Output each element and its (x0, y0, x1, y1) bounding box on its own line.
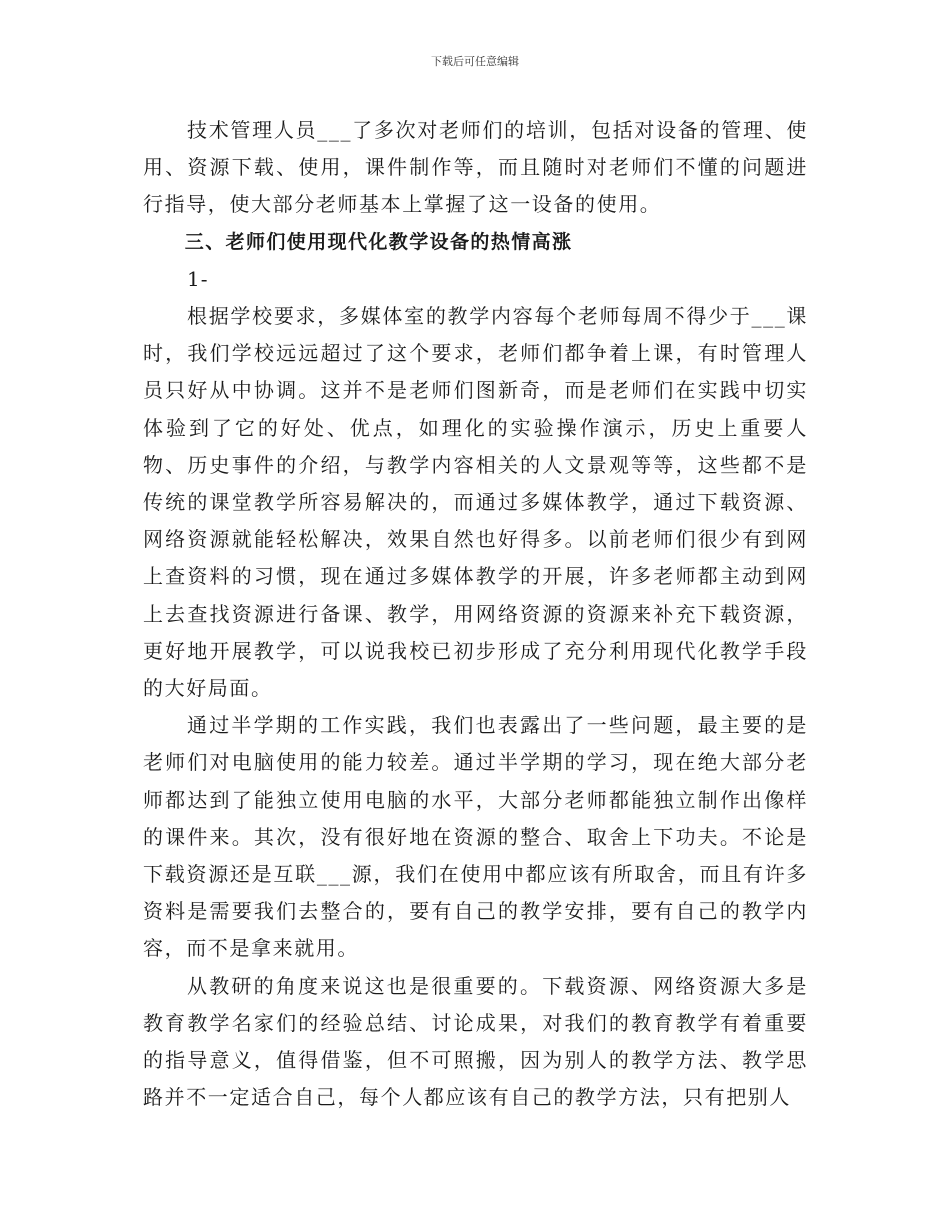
paragraph-problems: 通过半学期的工作实践，我们也表露出了一些问题，最主要的是老师们对电脑使用的能力较差。通过半学期的学习，现在绝大部分老师都达到了能独立使用电脑的水平，大部分老师都能独立制作出像样的课件来。其次，没有很好地在资源的整合、取舍上下功夫。不论是下载资源还是互联___源，我们在使用中都应该有所取舍，而且有许多资料是需要我们去整合的，要有自己的教学安排，要有自己的教学内容，而不是拿来就用。 (143, 713, 808, 961)
header-note: 下载后可任意编辑 (431, 55, 519, 68)
paragraph-training: 技术管理人员___了多次对老师们的培训，包括对设备的管理、使用、资源下载、使用，课件制作等，而且随时对老师们不懂的问题进行指导，使大部分老师基本上掌握了这一设备的使用。 (143, 118, 808, 217)
document-body (143, 112, 808, 1116)
section-heading: 三、老师们使用现代化教学设备的热情高涨 (184, 230, 573, 253)
paragraph-school-requirement: 根据学校要求，多媒体室的教学内容每个老师每周不得少于___课时，我们学校远远超过了这个要求，老师们都争着上课，有时管理人员只好从中协调。这并不是老师们图新奇，而是老师们在实践中切实体验到了它的好处、优点，如理化的实验操作演示，历史上重要人物、历史事件的介绍，与教学内容相关的人文景观等等，这些都不是传统的课堂教学所容易解决的，而通过多媒体教学，通过下载资源、网络资源就能轻松解决，效果自然也好得多。以前老师们很少有到网上查资料的习惯，现在通过多媒体教学的开展，许多老师都主动到网上去查找资源进行备课、教学，用网络资源的资源来补充下载资源，更好地开展教学，可以说我校已初步形成了充分利用现代化教学手段的大好局面。 (143, 304, 808, 701)
list-marker: 1- (187, 266, 209, 291)
paragraph-teaching-research: 从教研的角度来说这也是很重要的。下载资源、网络资源大多是教育教学名家们的经验总结、讨论成果，对我们的教育教学有着重要的指导意义，值得借鉴，但不可照搬，因为别人的教学方法、教学思路并不一定适合自己，每个人都应该有自己的教学方法，只有把别人 (143, 973, 808, 1110)
